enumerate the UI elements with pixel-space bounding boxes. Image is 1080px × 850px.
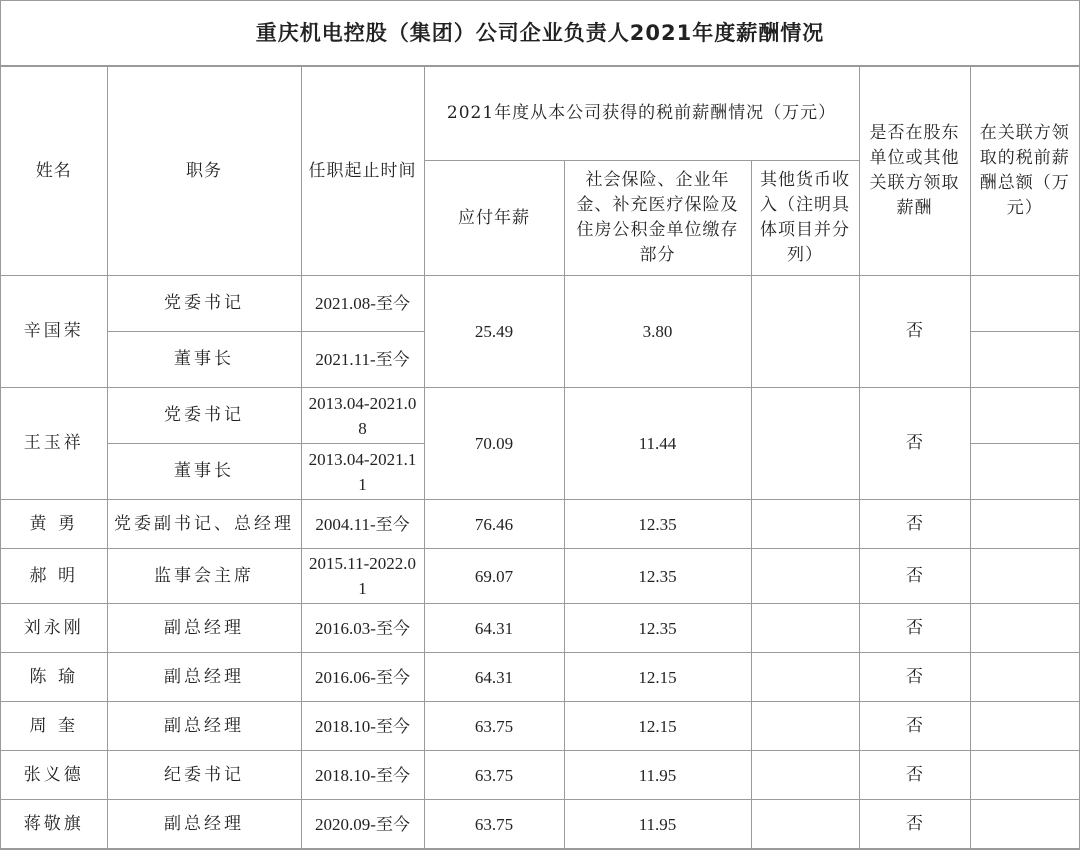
table-row <box>1 388 1079 444</box>
table-row <box>1 604 1079 653</box>
cell-position: 董事长 <box>107 332 301 388</box>
cell-related: 否 <box>859 702 970 751</box>
cell-related-total <box>970 276 1079 332</box>
cell-position: 监事会主席 <box>107 549 301 604</box>
cell-salary: 64.31 <box>424 653 564 702</box>
cell-position: 董事长 <box>107 444 301 500</box>
cell-name: 陈 瑜 <box>1 653 107 702</box>
table-row <box>1 549 1079 604</box>
header-other: 其他货币收入（注明具体项目并分列） <box>751 161 859 276</box>
cell-related: 否 <box>859 653 970 702</box>
cell-insurance: 3.80 <box>564 276 751 388</box>
cell-tenure: 2020.09-至今 <box>301 800 424 849</box>
cell-salary: 69.07 <box>424 549 564 604</box>
cell-position: 副总经理 <box>107 702 301 751</box>
cell-name: 王玉祥 <box>1 388 107 500</box>
cell-related-total <box>970 653 1079 702</box>
cell-salary: 76.46 <box>424 500 564 549</box>
header-tenure: 任职起止时间 <box>301 67 424 276</box>
cell-name: 周 奎 <box>1 702 107 751</box>
cell-related-total <box>970 332 1079 388</box>
cell-position: 副总经理 <box>107 800 301 849</box>
table-row <box>1 653 1079 702</box>
table-row <box>1 800 1079 849</box>
cell-other <box>751 549 859 604</box>
cell-insurance: 11.44 <box>564 388 751 500</box>
cell-related-total <box>970 500 1079 549</box>
cell-name: 刘永刚 <box>1 604 107 653</box>
cell-name: 黄 勇 <box>1 500 107 549</box>
cell-related: 否 <box>859 500 970 549</box>
cell-tenure: 2018.10-至今 <box>301 702 424 751</box>
cell-other <box>751 500 859 549</box>
cell-other <box>751 604 859 653</box>
table-row <box>1 276 1079 332</box>
cell-name: 蒋敬旗 <box>1 800 107 849</box>
table-row <box>1 702 1079 751</box>
cell-tenure: 2016.03-至今 <box>301 604 424 653</box>
cell-related-total <box>970 800 1079 849</box>
cell-related: 否 <box>859 604 970 653</box>
header-related: 是否在股东单位或其他关联方领取薪酬 <box>859 67 970 276</box>
header-salary: 应付年薪 <box>424 161 564 276</box>
cell-position: 副总经理 <box>107 604 301 653</box>
cell-insurance: 12.35 <box>564 549 751 604</box>
header-name: 姓名 <box>1 67 107 276</box>
cell-related: 否 <box>859 751 970 800</box>
cell-salary: 63.75 <box>424 800 564 849</box>
cell-other <box>751 653 859 702</box>
cell-tenure: 2015.11-2022.01 <box>301 549 424 604</box>
cell-related: 否 <box>859 800 970 849</box>
header-related-total: 在关联方领取的税前薪酬总额（万元） <box>970 67 1079 276</box>
cell-insurance: 12.35 <box>564 500 751 549</box>
cell-related: 否 <box>859 276 970 388</box>
cell-name: 张义德 <box>1 751 107 800</box>
header-position: 职务 <box>107 67 301 276</box>
cell-position: 纪委书记 <box>107 751 301 800</box>
cell-tenure: 2021.11-至今 <box>301 332 424 388</box>
cell-salary: 25.49 <box>424 276 564 388</box>
cell-name: 郝 明 <box>1 549 107 604</box>
cell-position: 党委书记 <box>107 388 301 444</box>
cell-tenure: 2013.04-2021.11 <box>301 444 424 500</box>
cell-name: 辛国荣 <box>1 276 107 388</box>
cell-related-total <box>970 444 1079 500</box>
cell-related-total <box>970 549 1079 604</box>
cell-other <box>751 276 859 388</box>
cell-tenure: 2018.10-至今 <box>301 751 424 800</box>
table-row <box>1 751 1079 800</box>
cell-related-total <box>970 702 1079 751</box>
cell-position: 党委书记 <box>107 276 301 332</box>
cell-insurance: 12.15 <box>564 702 751 751</box>
cell-position: 党委副书记、总经理 <box>107 500 301 549</box>
page-title: 重庆机电控股（集团）公司企业负责人2021年度薪酬情况 <box>1 1 1079 66</box>
cell-insurance: 11.95 <box>564 800 751 849</box>
cell-insurance: 11.95 <box>564 751 751 800</box>
cell-salary: 63.75 <box>424 751 564 800</box>
salary-table <box>1 66 1079 849</box>
table-body <box>1 276 1079 849</box>
cell-tenure: 2004.11-至今 <box>301 500 424 549</box>
cell-tenure: 2016.06-至今 <box>301 653 424 702</box>
header-insurance: 社会保险、企业年金、补充医疗保险及住房公积金单位缴存部分 <box>564 161 751 276</box>
cell-salary: 63.75 <box>424 702 564 751</box>
cell-other <box>751 702 859 751</box>
cell-related: 否 <box>859 388 970 500</box>
cell-position: 副总经理 <box>107 653 301 702</box>
cell-salary: 70.09 <box>424 388 564 500</box>
cell-related-total <box>970 388 1079 444</box>
cell-insurance: 12.15 <box>564 653 751 702</box>
cell-related-total <box>970 751 1079 800</box>
cell-tenure: 2013.04-2021.08 <box>301 388 424 444</box>
cell-related-total <box>970 604 1079 653</box>
table-row <box>1 500 1079 549</box>
cell-other <box>751 388 859 500</box>
cell-tenure: 2021.08-至今 <box>301 276 424 332</box>
header-salary-group: 2021年度从本公司获得的税前薪酬情况（万元） <box>424 67 859 161</box>
cell-salary: 64.31 <box>424 604 564 653</box>
cell-other <box>751 800 859 849</box>
cell-related: 否 <box>859 549 970 604</box>
cell-other <box>751 751 859 800</box>
cell-insurance: 12.35 <box>564 604 751 653</box>
